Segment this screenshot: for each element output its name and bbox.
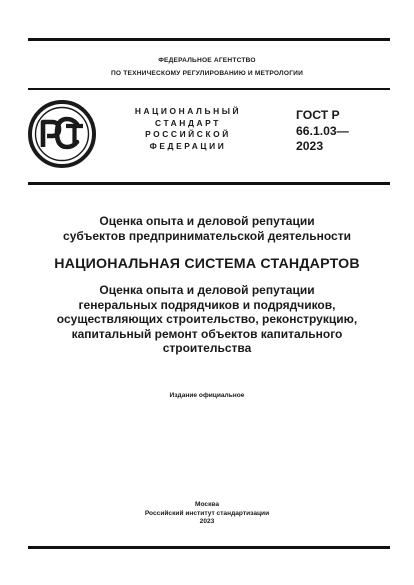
title-rule: [28, 182, 390, 185]
primary-title: [0, 214, 414, 243]
specific-title-line: Оценка опыта и деловой репутации: [99, 283, 315, 297]
specific-title-line: генеральных подрядчиков и подрядчиков,: [78, 297, 336, 312]
primary-title-line: субъектов предпринимательской деятельности: [63, 228, 351, 243]
primary-title-line: Оценка опыта и деловой репутации: [99, 214, 315, 228]
publisher-footer: [0, 501, 414, 527]
footer-year: 2023: [199, 518, 215, 526]
system-title: НАЦИОНАЛЬНАЯ СИСТЕМА СТАНДАРТОВ: [54, 256, 360, 272]
national-standard-line: НАЦИОНАЛЬНЫЙ: [134, 106, 242, 116]
bottom-rule: [28, 546, 390, 549]
top-rule: [28, 38, 390, 41]
designation-line: 66.1.03—: [296, 123, 349, 138]
specific-title-line: строительства: [162, 341, 252, 355]
designation-line: 2023: [296, 139, 324, 153]
edition-note: Издание официальное: [169, 392, 245, 399]
national-standard-line: СТАНДАРТ: [155, 117, 221, 128]
national-standard-label: [118, 106, 258, 152]
specific-title-line: капитальный ремонт объектов капитального: [71, 326, 343, 341]
standard-designation: [296, 108, 386, 155]
national-standard-line: ФЕДЕРАЦИИ: [149, 140, 227, 151]
specific-title-line: осуществляющих строительство, реконструкцию,: [56, 312, 358, 326]
footer-publisher: Российский институт стандартизации: [144, 509, 270, 517]
rst-emblem-icon: [28, 100, 96, 168]
designation-line: ГОСТ Р: [296, 108, 340, 122]
specific-title: [0, 283, 414, 356]
footer-city: Москва: [194, 501, 220, 508]
agency-name-line1: ФЕДЕРАЛЬНОЕ АГЕНТСТВО: [158, 57, 256, 64]
national-standard-line: РОССИЙСКОЙ: [145, 129, 231, 140]
agency-name-line2: ПО ТЕХНИЧЕСКОМУ РЕГУЛИРОВАНИЮ И МЕТРОЛОГИИ: [110, 70, 304, 77]
header-rule: [28, 88, 390, 90]
